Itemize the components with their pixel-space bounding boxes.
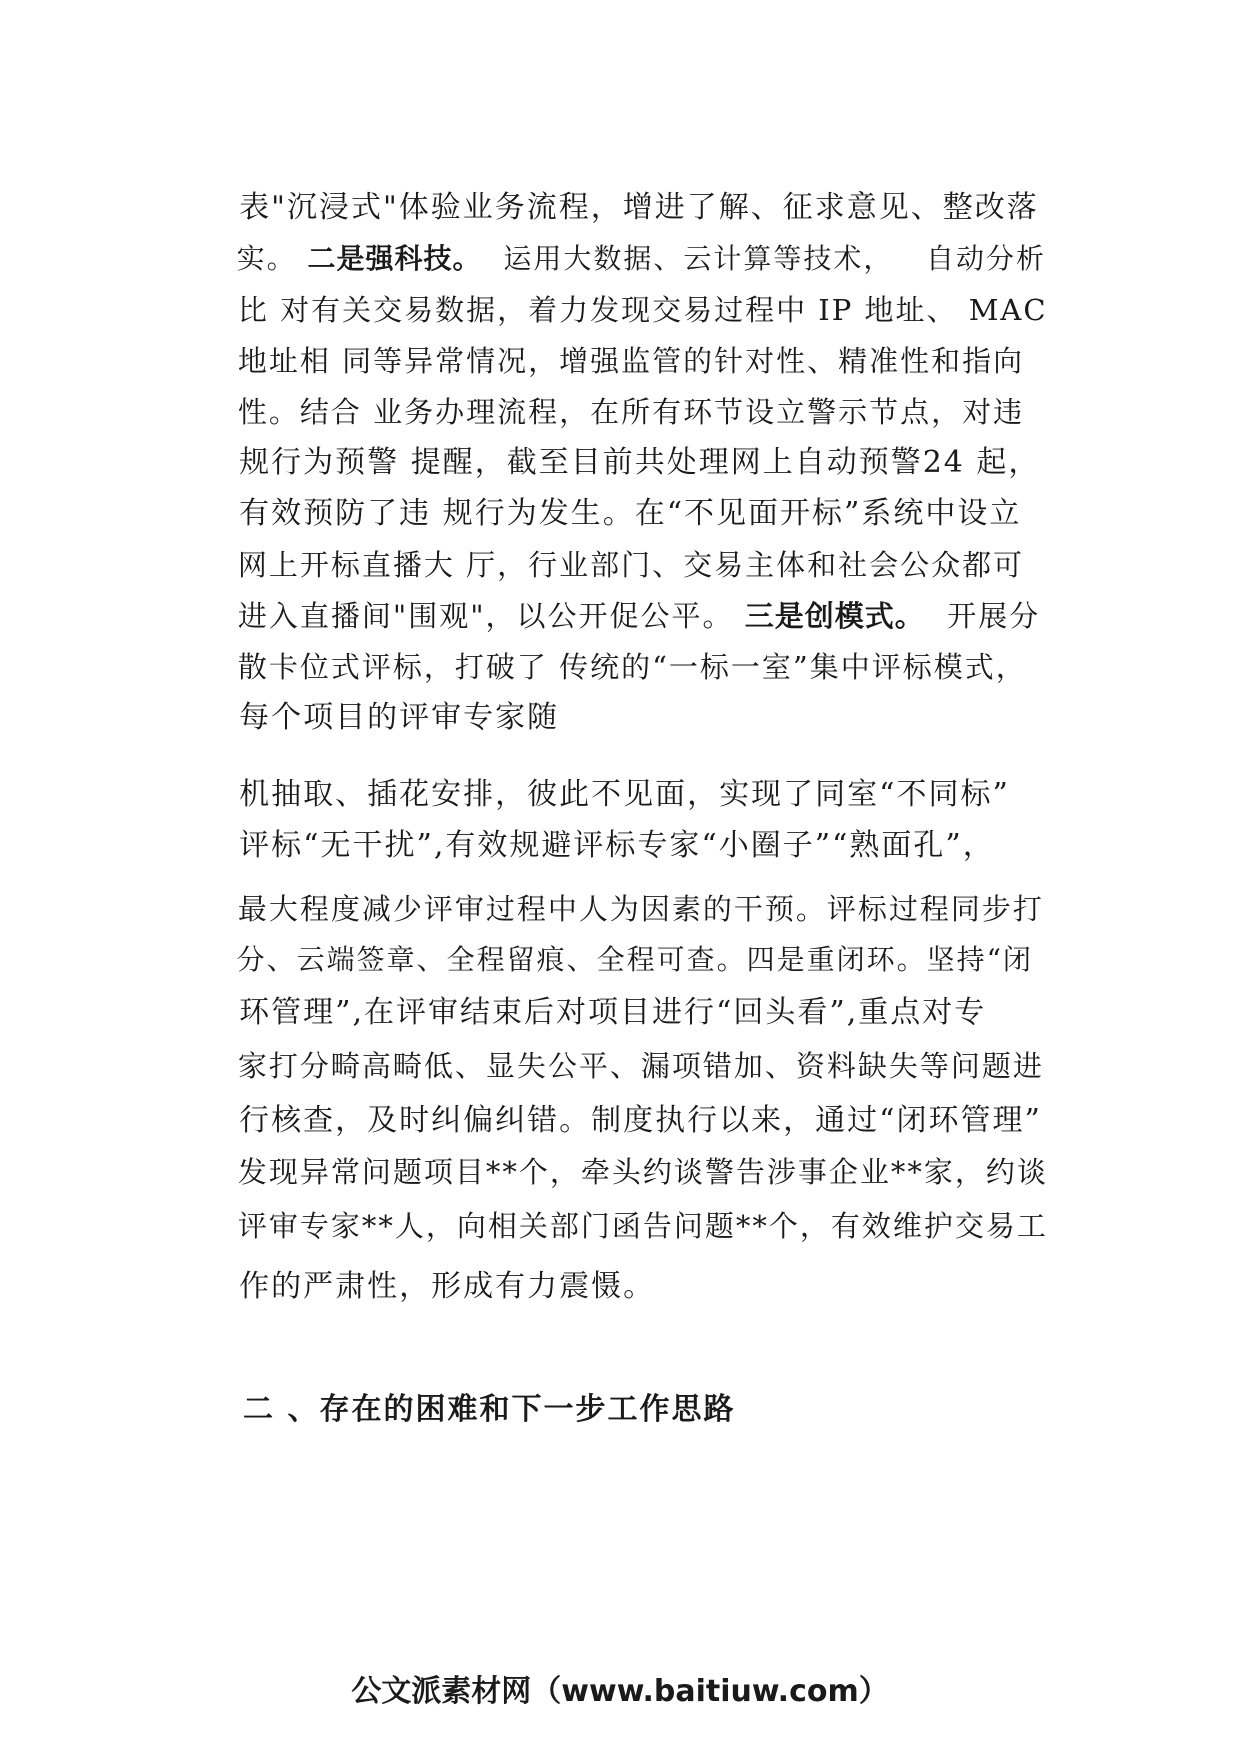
body-line: 散卡位式评标，打破了 传统的“一标一室”集中评标模式， xyxy=(237,650,1027,684)
body-line: 网上开标直播大 厅，行业部门、交易主体和社会公众都可 xyxy=(237,548,1025,582)
body-line: 作的严肃性，形成有力震慑。 xyxy=(239,1269,656,1304)
body-line: 机抽取、插花安排，彼此不见面，实现了同室“不同标” xyxy=(239,777,1010,812)
footer-watermark: 公文派素材网（www.baitiuw.com） xyxy=(351,1674,889,1709)
body-line: 每个项目的评审专家随 xyxy=(239,700,560,735)
body-line: 评标“无干扰”,有效规避评标专家“小圈子”“熟面孔”， xyxy=(239,828,995,863)
body-line: 分、云端签章、全程留痕、全程可查。四是重闭环。坚持“闭 xyxy=(236,943,1033,976)
bold-point-label: 二是强科技。 xyxy=(307,242,482,275)
body-line: 评审专家**人，向相关部门函告问题**个，有效维护交易工 xyxy=(237,1209,1048,1243)
body-line: 最大程度减少评审过程中人为因素的干预。评标过程同步打 xyxy=(237,892,1044,926)
body-line: 发现异常问题项目**个，牵头约谈警告涉事企业**家，约谈 xyxy=(237,1155,1048,1189)
body-line: 进入直播间"围观"，以公开促公平。 三是创模式。 开展分 xyxy=(237,599,1041,633)
bold-point-label: 三是创模式。 xyxy=(744,599,925,633)
body-line: 家打分畸高畸低、显失公平、漏项错加、资料缺失等问题进 xyxy=(237,1049,1044,1083)
section-heading: 二 、存在的困难和下一步工作思路 xyxy=(243,1392,736,1427)
body-line: 地址相 同等异常情况，增强监管的针对性、精准性和指向 xyxy=(237,344,1025,378)
body-line: 有效预防了违 规行为发生。在“不见面开标”系统中设立 xyxy=(239,496,1022,531)
body-line: 性。结合 业务办理流程，在所有环节设立警示节点，对违 xyxy=(237,395,1025,429)
body-line: 实。 二是强科技。 运用大数据、云计算等技术， 自动分析 xyxy=(236,242,1047,275)
body-line: 规行为预警 提醒，截至目前共处理网上自动预警24 起， xyxy=(239,445,1041,480)
body-line: 比 对有关交易数据，着力发现交易过程中 IP 地址、 MAC xyxy=(237,293,1048,327)
body-line: 表"沉浸式"体验业务流程，增进了解、征求意见、整改落 xyxy=(239,190,1039,225)
body-line: 行核查，及时纠偏纠错。制度执行以来，通过“闭环管理” xyxy=(239,1103,1042,1138)
body-line: 环管理”,在评审结束后对项目进行“回头看”,重点对专 xyxy=(239,995,987,1030)
